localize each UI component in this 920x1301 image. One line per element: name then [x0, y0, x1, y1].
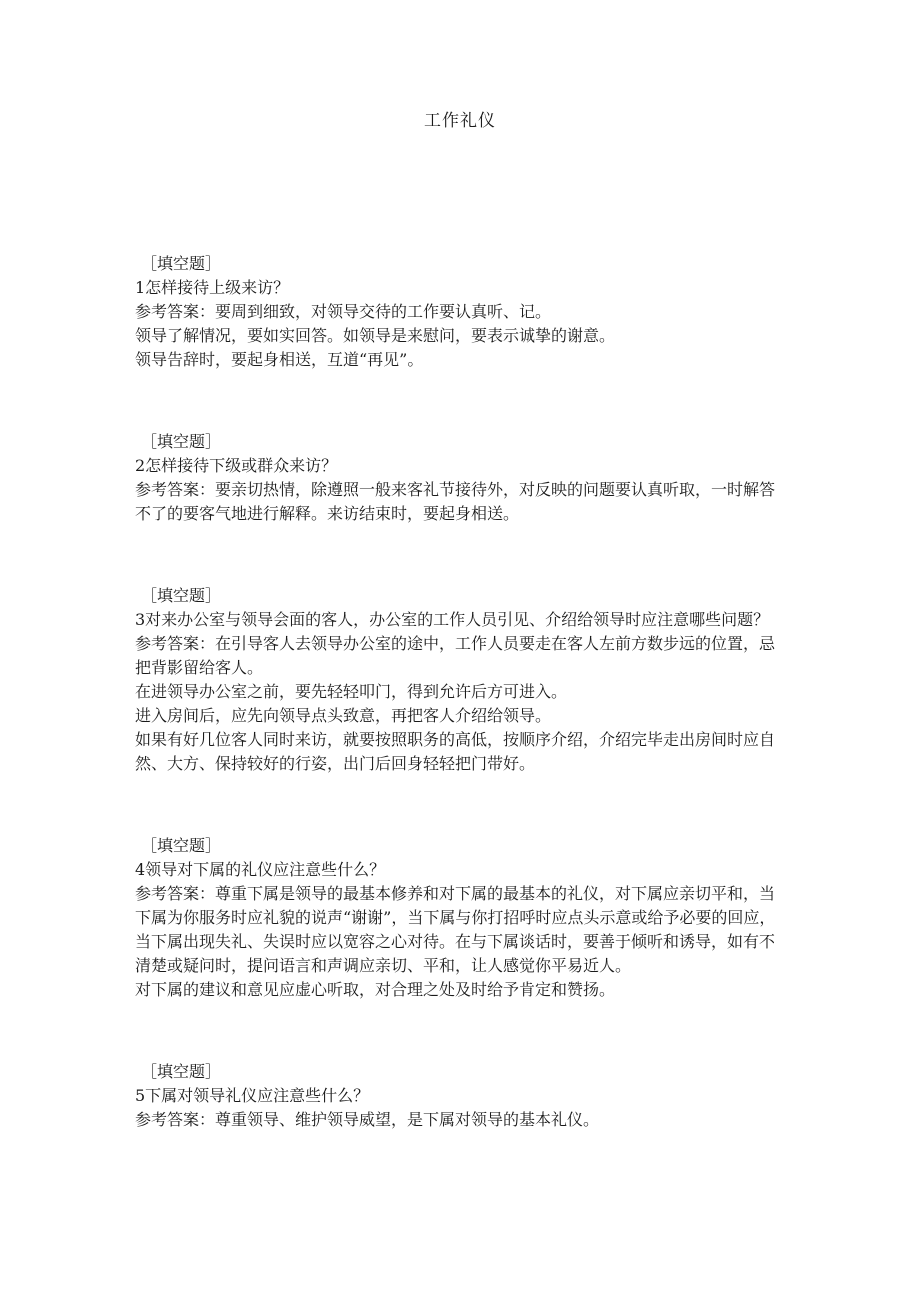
question-type-tag: ［填空题］ [141, 836, 222, 855]
question-text: 4领导对下属的礼仪应注意些什么？ [135, 860, 386, 879]
question-text: 2怎样接待下级或群众来访？ [135, 456, 338, 475]
answer-paragraph: 领导告辞时，要起身相送，互道“再见”。 [135, 350, 424, 369]
answer-paragraph: 参考答案：尊重领导、维护领导威望，是下属对领导的基本礼仪。 [135, 1110, 600, 1129]
question-type-tag: ［填空题］ [141, 586, 222, 605]
answer-paragraph: 进入房间后，应先向领导点头致意，再把客人介绍给领导。 [135, 706, 552, 725]
answer-paragraph: 参考答案：在引导客人去领导办公室的途中，工作人员要走在客人左前方数步远的位置，忌把背影留给客人。 [135, 634, 776, 677]
qa-section-4 [135, 834, 780, 1002]
answer-paragraph: 领导了解情况，要如实回答。如领导是来慰问，要表示诚挚的谢意。 [135, 326, 616, 345]
document-title: 工作礼仪 [424, 111, 496, 131]
question-text: 5下属对领导礼仪应注意些什么？ [135, 1086, 370, 1105]
question-type-tag: ［填空题］ [141, 254, 222, 273]
answer-paragraph: 参考答案：要周到细致，对领导交待的工作要认真听、记。 [135, 302, 552, 321]
answer-paragraph: 参考答案：尊重下属是领导的最基本修养和对下属的最基本的礼仪，对下属应亲切平和，当下属为你服务时应礼貌的说声“谢谢”，当下属与你打招呼时应点头示意或给予必要的回应，当下属出现失礼、失误时应以宽容之心对待。在与下属谈话时，要善于倾听和诱导，如有不清楚或疑问时，提问语言和声调应亲切、平和，让人感觉你平易近人。 [135, 884, 776, 975]
answer-paragraph: 在进领导办公室之前，要先轻轻叩门，得到允许后方可进入。 [135, 682, 568, 701]
qa-section-5 [135, 1060, 780, 1132]
question-type-tag: ［填空题］ [141, 432, 222, 451]
question-text: 1怎样接待上级来访？ [135, 278, 290, 297]
document-body [135, 252, 780, 1132]
answer-paragraph: 如果有好几位客人同时来访，就要按照职务的高低，按顺序介绍，介绍完毕走出房间时应自然、大方、保持较好的行姿，出门后回身轻轻把门带好。 [135, 730, 776, 773]
answer-paragraph: 对下属的建议和意见应虚心听取，对合理之处及时给予肯定和赞扬。 [135, 980, 616, 999]
qa-section-2 [135, 430, 780, 526]
question-text: 3对来办公室与领导会面的客人，办公室的工作人员引见、介绍给领导时应注意哪些问题？ [135, 610, 770, 629]
question-type-tag: ［填空题］ [141, 1062, 222, 1081]
qa-section-3 [135, 584, 780, 776]
answer-paragraph: 参考答案：要亲切热情，除遵照一般来客礼节接待外，对反映的问题要认真听取，一时解答不了的要客气地进行解释。来访结束时，要起身相送。 [135, 480, 776, 523]
qa-section-1 [135, 252, 780, 372]
